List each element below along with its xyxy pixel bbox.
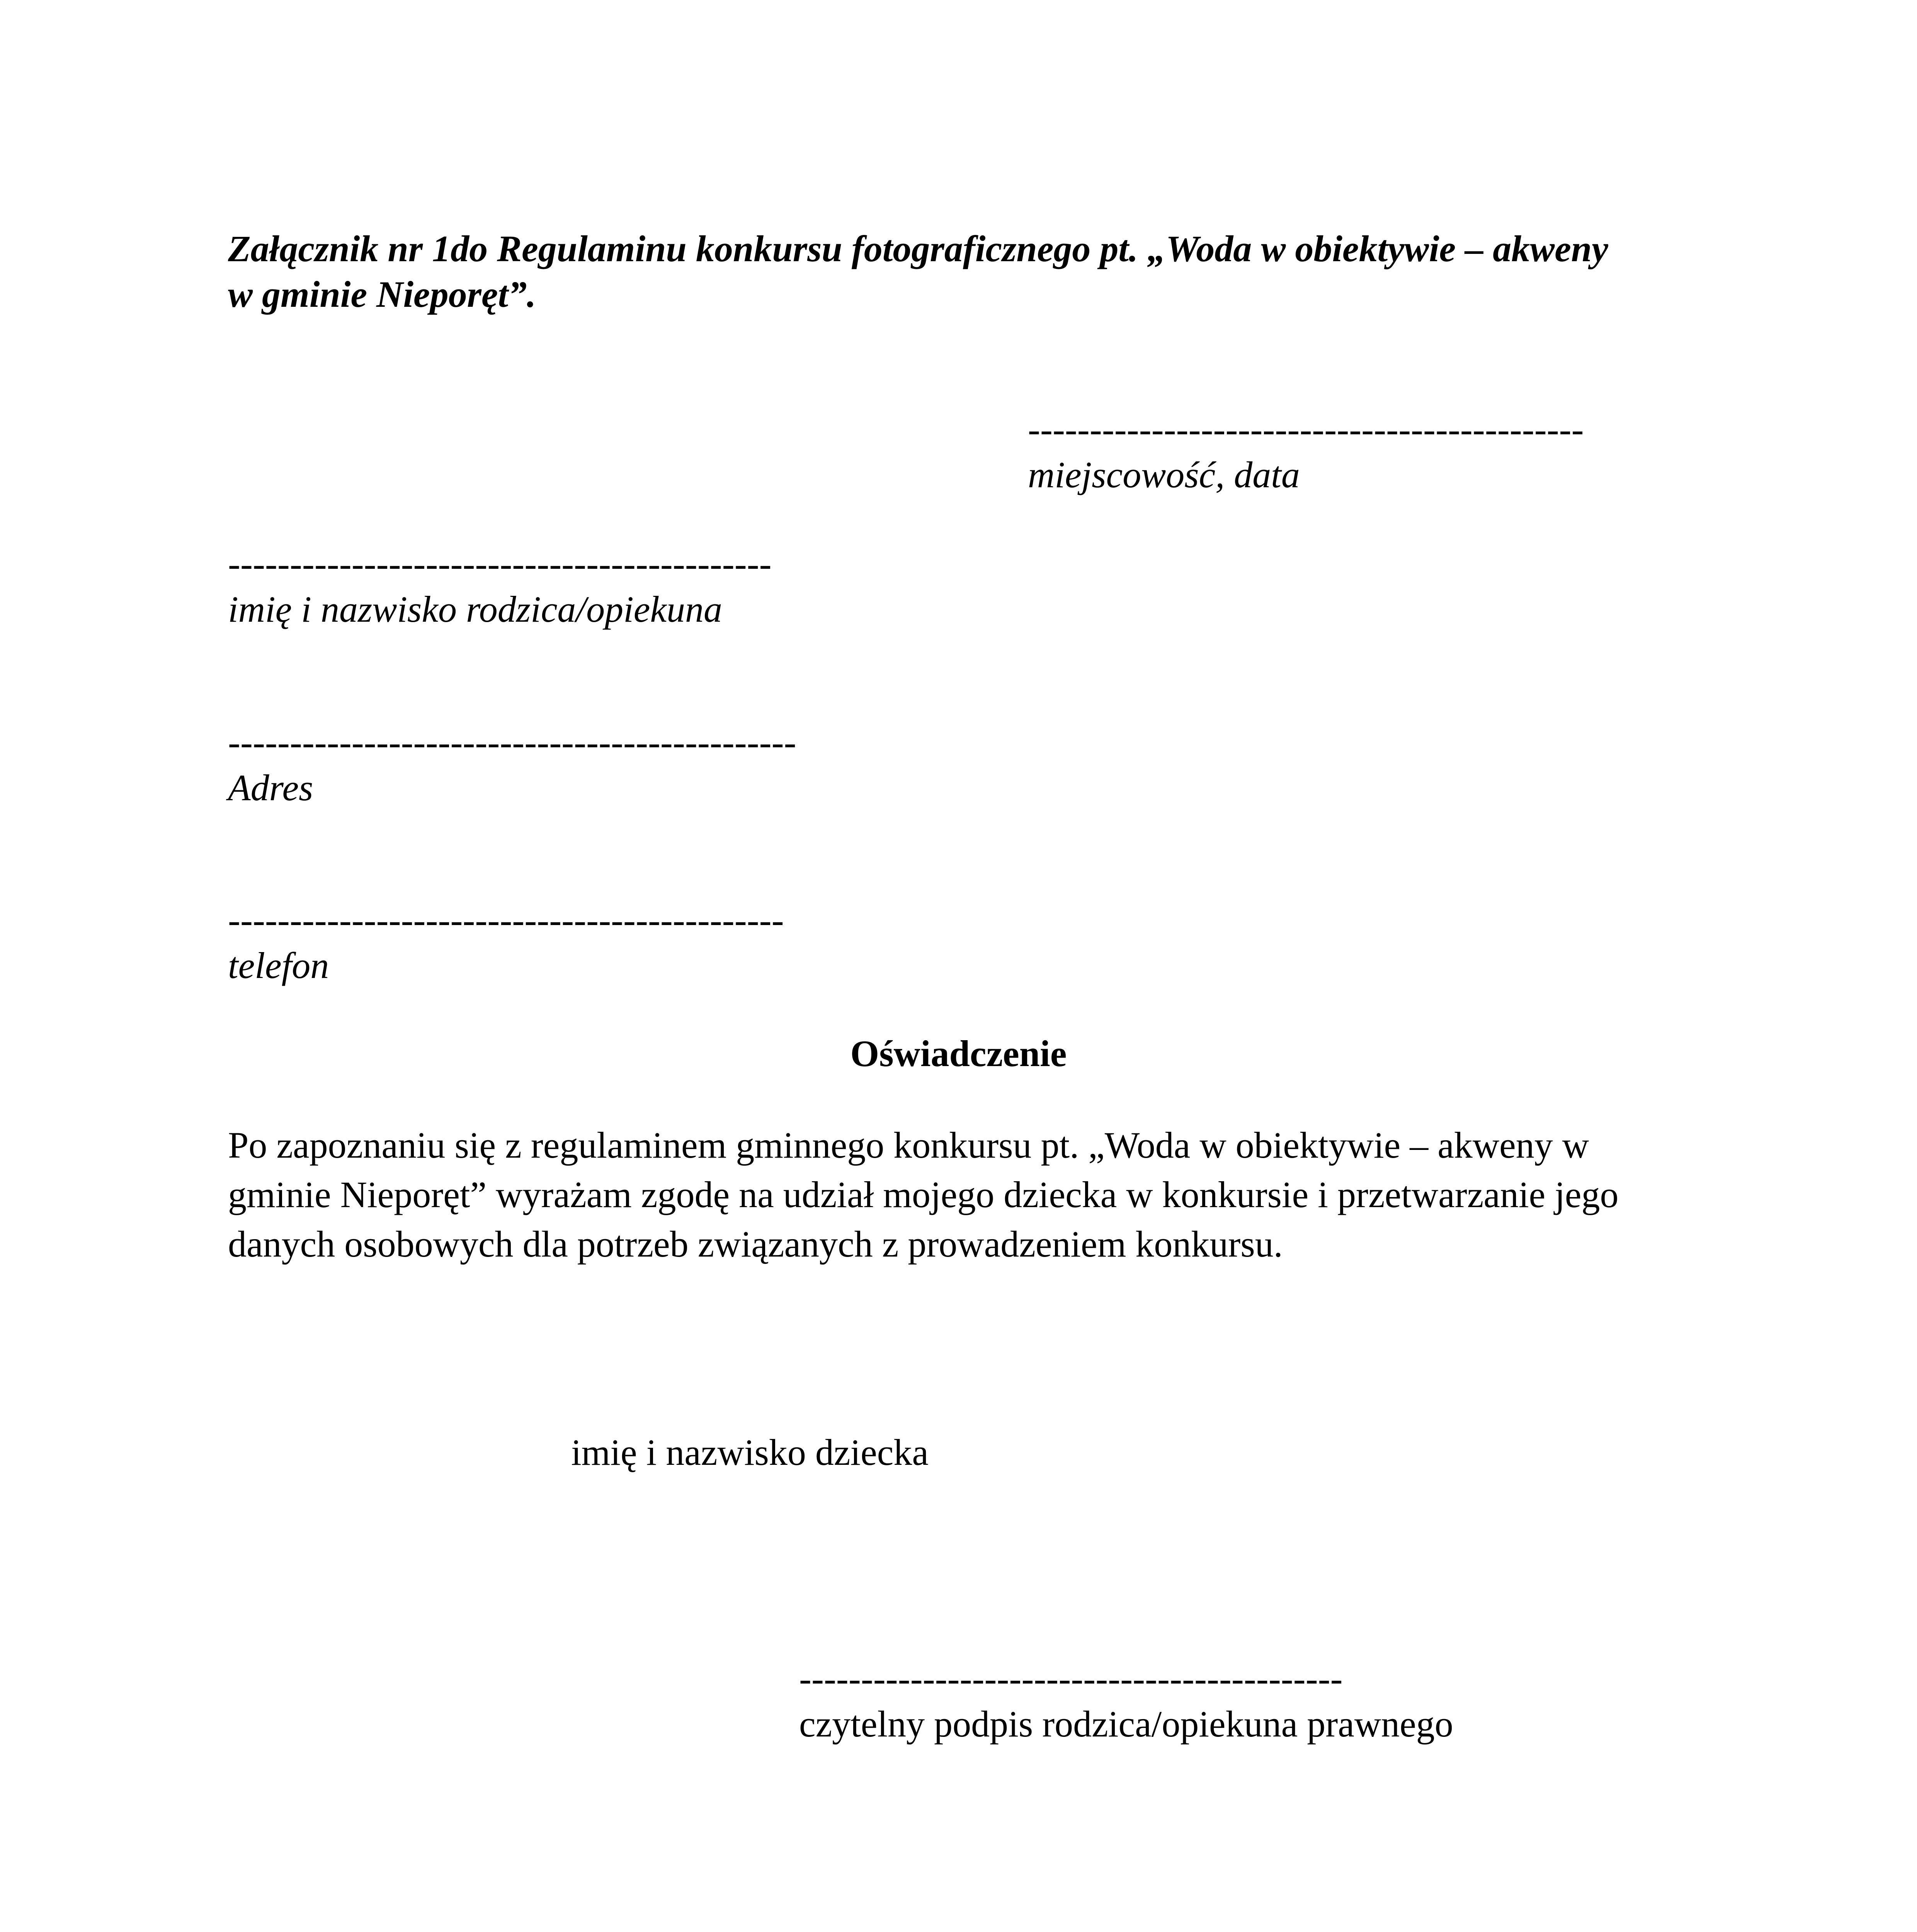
phone-line: --------------------------------------------- (228, 899, 784, 940)
signature-line: -------------------------------------------- (799, 1658, 1343, 1699)
signature-label: czytelny podpis rodzica/opiekuna prawnego (799, 1703, 1453, 1745)
address-label: Adres (228, 767, 313, 808)
place-date-label: miejscowość, data (1028, 454, 1300, 495)
place-date-field (1028, 406, 1584, 498)
address-line: ---------------------------------------------- (228, 721, 796, 763)
statement-heading: Oświadczenie (850, 1033, 1067, 1074)
place-date-line: --------------------------------------------- (1028, 408, 1584, 450)
phone-field (228, 897, 784, 988)
parent-name-line: -------------------------------------------- (228, 543, 772, 584)
paragraph-line-3: danych osobowych dla potrzeb związanych z prowadzeniem konkursu. (228, 1223, 1283, 1265)
parent-name-field (228, 541, 772, 632)
paragraph-line-1: Po zapoznaniu się z regulaminem gminnego konkursu pt. „Woda w obiektywie – akweny w (228, 1124, 1589, 1166)
title-line-2: w gminie Nieporęt”. (228, 274, 536, 315)
parent-name-label: imię i nazwisko rodzica/opiekuna (228, 588, 722, 630)
phone-label: telefon (228, 945, 329, 986)
signature-field (799, 1656, 1453, 1747)
child-name-label: imię i nazwisko dziecka (571, 1432, 929, 1473)
address-field (228, 719, 796, 811)
document-title (228, 226, 1696, 317)
paragraph-line-2: gminie Nieporęt” wyrażam zgodę na udział mojego dziecka w konkursie i przetwarzanie jego (228, 1174, 1619, 1215)
statement-paragraph (228, 1121, 1704, 1269)
title-line-1: Załącznik nr 1do Regulaminu konkursu fotograficznego pt. „Woda w obiektywie – akweny (228, 228, 1608, 269)
